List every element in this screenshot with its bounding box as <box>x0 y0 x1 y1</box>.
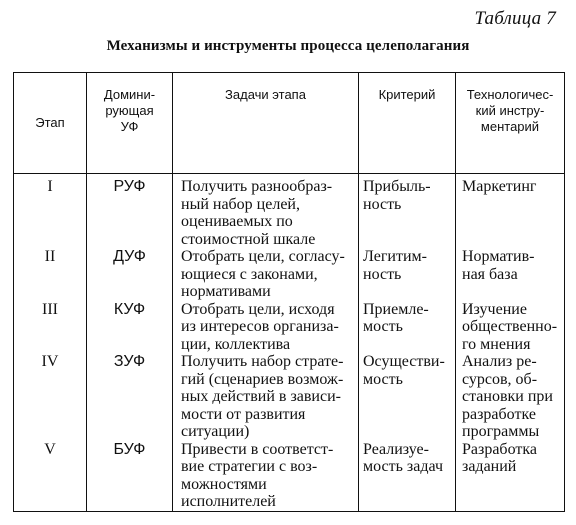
task-line: Отобрать цели, согласу- <box>181 248 345 265</box>
header-tools-line: кий инстру- <box>475 103 545 118</box>
task-line: ции, коллектива <box>181 335 291 353</box>
stage-cell: III <box>14 301 87 354</box>
tool-cell <box>456 301 565 354</box>
stage-cell: II <box>14 248 87 301</box>
header-tools <box>456 73 565 174</box>
tool-line: Изучение <box>462 300 527 318</box>
task-line: ных действий в зависи- <box>181 388 341 405</box>
task-line: гий (сценариев возмож- <box>181 370 344 388</box>
criterion-cell <box>359 301 456 354</box>
criterion-line: Реализуе- <box>363 440 429 458</box>
header-tasks-line: Задачи этапа <box>225 87 306 102</box>
tool-cell <box>456 441 565 512</box>
criterion-line: мость <box>363 318 403 335</box>
task-line: Привести в соответст- <box>181 440 334 458</box>
tool-line: го мнения <box>462 335 531 353</box>
task-cell <box>173 174 359 249</box>
tool-cell <box>456 248 565 301</box>
stage-cell: V <box>14 441 87 512</box>
header-stage-line: Этап <box>35 115 65 130</box>
task-line: Отобрать цели, исходя <box>181 300 335 318</box>
tool-cell <box>456 174 565 249</box>
task-line: мости от развития <box>181 405 306 423</box>
header-row <box>14 73 565 174</box>
header-criterion <box>359 73 456 174</box>
tool-line: общественно- <box>462 318 558 335</box>
task-line: оцениваемых по <box>181 213 293 230</box>
criterion-cell <box>359 248 456 301</box>
tool-line: программы <box>462 423 540 440</box>
header-tools-line: Технологичес- <box>466 87 554 102</box>
header-tasks <box>173 73 359 174</box>
task-line: из интересов организа- <box>181 318 339 335</box>
uf-cell: КУФ <box>87 301 173 354</box>
criterion-line: ность <box>363 195 402 213</box>
tool-line: Разработка <box>462 440 537 458</box>
uf-cell: ЗУФ <box>87 353 173 441</box>
criterion-cell <box>359 441 456 512</box>
criterion-line: ность <box>363 265 402 283</box>
stage-cell: IV <box>14 353 87 441</box>
tool-line: ная база <box>462 265 518 283</box>
task-line: Получить набор страте- <box>181 353 344 370</box>
table-row <box>14 174 565 249</box>
header-tools-line: ментарий <box>480 119 540 134</box>
task-line: исполнителей <box>181 493 276 510</box>
header-criterion-line: Критерий <box>378 87 436 102</box>
criterion-cell <box>359 174 456 249</box>
task-line: можностями <box>181 475 267 493</box>
tool-line: становки при <box>462 388 553 405</box>
tool-line: Норматив- <box>462 248 535 265</box>
tool-line: Анализ ре- <box>462 353 537 370</box>
task-cell <box>173 301 359 354</box>
task-cell <box>173 248 359 301</box>
table-row <box>14 248 565 301</box>
task-line: ситуации) <box>181 423 250 440</box>
criterion-line: мость задач <box>363 458 443 475</box>
table-title: Механизмы и инструменты процесса целеполагания <box>106 38 470 54</box>
criterion-line: Прибыль- <box>363 178 431 195</box>
table-row <box>14 353 565 441</box>
uf-cell: ДУФ <box>87 248 173 301</box>
task-cell <box>173 353 359 441</box>
stage-cell: I <box>14 174 87 249</box>
task-line: стоимостной шкале <box>181 230 316 248</box>
goal-setting-table <box>13 72 565 512</box>
criterion-line: мость <box>363 370 403 388</box>
task-line: нормативами <box>181 283 271 300</box>
criterion-cell <box>359 353 456 441</box>
uf-cell: РУФ <box>87 174 173 249</box>
header-uf-line: рующая <box>105 103 154 118</box>
uf-cell: БУФ <box>87 441 173 512</box>
tool-cell <box>456 353 565 441</box>
criterion-line: Приемле- <box>363 300 429 318</box>
header-dominant-uf <box>87 73 173 174</box>
criterion-line: Легитим- <box>363 248 427 265</box>
tool-line: сурсов, об- <box>462 370 538 388</box>
task-line: Получить разнообраз- <box>181 178 333 195</box>
header-uf-line: УФ <box>120 119 139 134</box>
criterion-line: Осуществи- <box>363 353 445 370</box>
task-line: ющиеся с законами, <box>181 265 318 283</box>
header-stage <box>14 73 87 174</box>
table-row <box>14 441 565 512</box>
header-uf-line: Домини- <box>103 87 156 102</box>
table-row <box>14 301 565 354</box>
task-line: ный набор целей, <box>181 195 300 213</box>
tool-line: заданий <box>462 458 517 475</box>
task-line: вие стратегии с воз- <box>181 458 318 475</box>
table-number-label: Таблица 7 <box>474 8 556 29</box>
tool-line: Маркетинг <box>462 178 537 195</box>
tool-line: разработке <box>462 405 536 423</box>
task-cell <box>173 441 359 512</box>
